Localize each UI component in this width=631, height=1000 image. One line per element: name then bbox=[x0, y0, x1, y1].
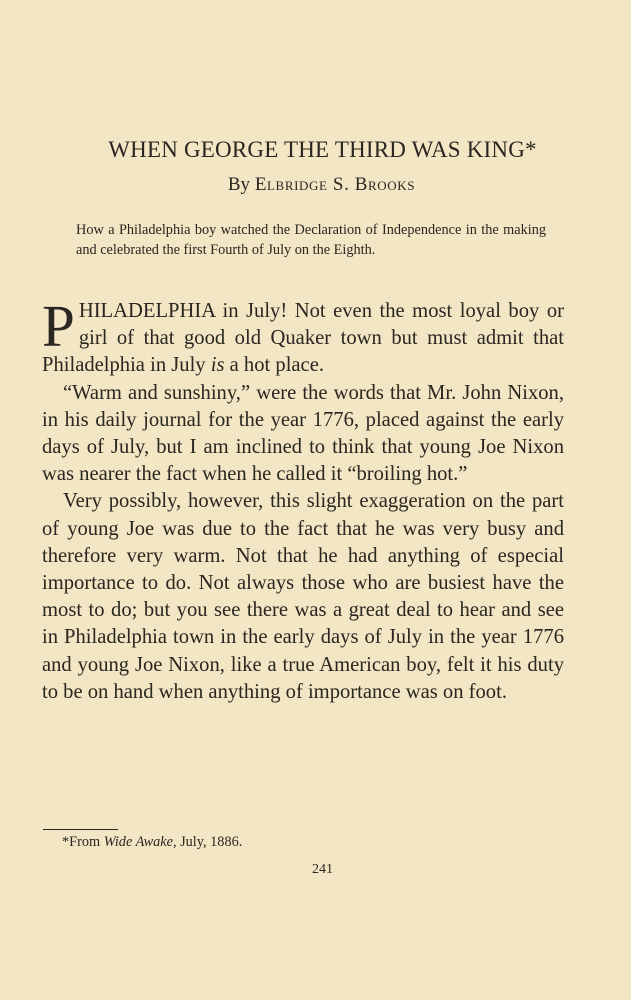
chapter-summary: How a Philadelphia boy watched the Declaration of Independence in the making and celebrated the first Fourth of July on the Eighth. bbox=[76, 222, 546, 258]
byline-author: Elbridge S. Brooks bbox=[254, 174, 416, 195]
footnote-prefix: *From bbox=[62, 834, 104, 850]
paragraph-3: Very possibly, however, this slight exaggeration on the part of young Joe was due to the fact that he was very busy and therefore very warm. Not that he had anything of especial importance to do. Not always those who are busiest have the most to do; but you see there was a great deal to hear and see in Philadelphia town in the early days of July in the year 1776 and young Joe Nixon, like a true American boy, felt it his duty to be on hand when anything of importance was on foot. bbox=[42, 490, 564, 703]
byline-prefix: By bbox=[227, 174, 251, 195]
body-text bbox=[42, 293, 564, 706]
footnote-rule bbox=[43, 829, 118, 830]
byline bbox=[0, 174, 631, 196]
page-number: 241 bbox=[312, 862, 333, 877]
paragraph-1-emphasis: is bbox=[210, 354, 225, 377]
paragraph-1-text-b: a hot place. bbox=[224, 354, 324, 377]
paragraph-2: “Warm and sunshiny,” were the words that Mr. John Nixon, in his daily journal for the year 1776, placed against the early days of July, but I am inclined to think that young Joe Nixon was nearer the fact when he called it “broiling hot.” bbox=[42, 381, 564, 486]
footnote bbox=[62, 834, 242, 851]
paragraph-1-text-a: HILADELPHIA in July! Not even the most loyal boy or girl of that good old Quaker town but must admit that Philadelphia in July bbox=[42, 300, 564, 377]
footnote-date: July, 1886. bbox=[176, 834, 243, 850]
chapter-title: WHEN GEORGE THE THIRD WAS KING* bbox=[108, 137, 537, 162]
paragraph-1 bbox=[42, 293, 564, 380]
footnote-source: Wide Awake, bbox=[103, 834, 177, 850]
drop-cap: P bbox=[42, 293, 75, 359]
